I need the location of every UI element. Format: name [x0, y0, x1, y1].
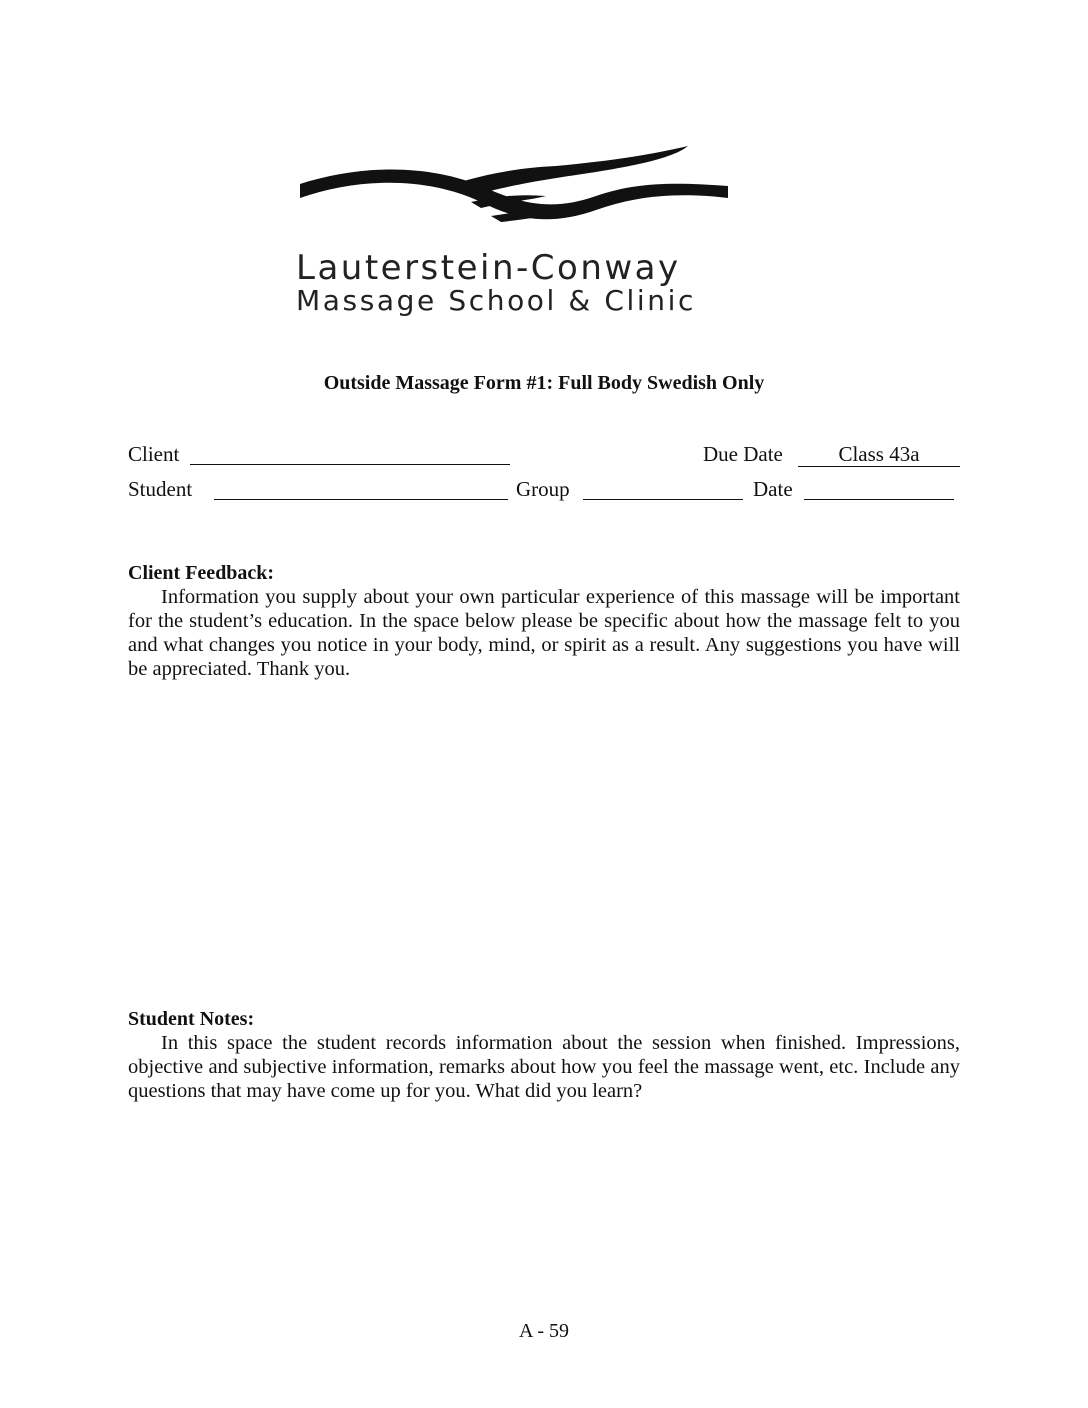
client-feedback-title: Client Feedback:	[128, 562, 275, 584]
logo-school-subtitle: Massage School & Clinic	[296, 284, 696, 317]
school-logo	[296, 138, 736, 328]
page-number: A - 59	[519, 1320, 569, 1342]
student-row	[128, 477, 960, 507]
date-label: Date	[753, 477, 793, 501]
wave-logo-icon	[296, 138, 736, 248]
form-title: Outside Massage Form #1: Full Body Swedish Only	[323, 372, 765, 394]
client-field[interactable]	[190, 442, 510, 465]
client-feedback-body: Information you supply about your own particular experience of this massage will be important for the student’s education. In the space below please be specific about how the massage felt to you and what changes you notice in your body, mind, or spirit as a result. Any suggestions you have will be appreciated. Thank you.	[128, 586, 960, 680]
group-label: Group	[516, 477, 570, 501]
student-label: Student	[128, 477, 193, 501]
date-field[interactable]	[804, 477, 954, 500]
student-notes-body: In this space the student records information about the session when finished. Impressions, objective and subjective information, remarks about how you feel the massage went, etc. Include any questions that may have come up for you. What did you learn?	[128, 1032, 960, 1102]
group-field[interactable]	[583, 477, 743, 500]
due-date-field[interactable]: Class 43a	[798, 442, 960, 467]
client-label: Client	[128, 442, 180, 466]
student-notes-title: Student Notes:	[128, 1008, 255, 1030]
client-row	[128, 442, 960, 472]
logo-school-name: Lauterstein-Conway	[296, 248, 681, 288]
student-field[interactable]	[214, 477, 508, 500]
due-date-label: Due Date	[703, 442, 783, 466]
